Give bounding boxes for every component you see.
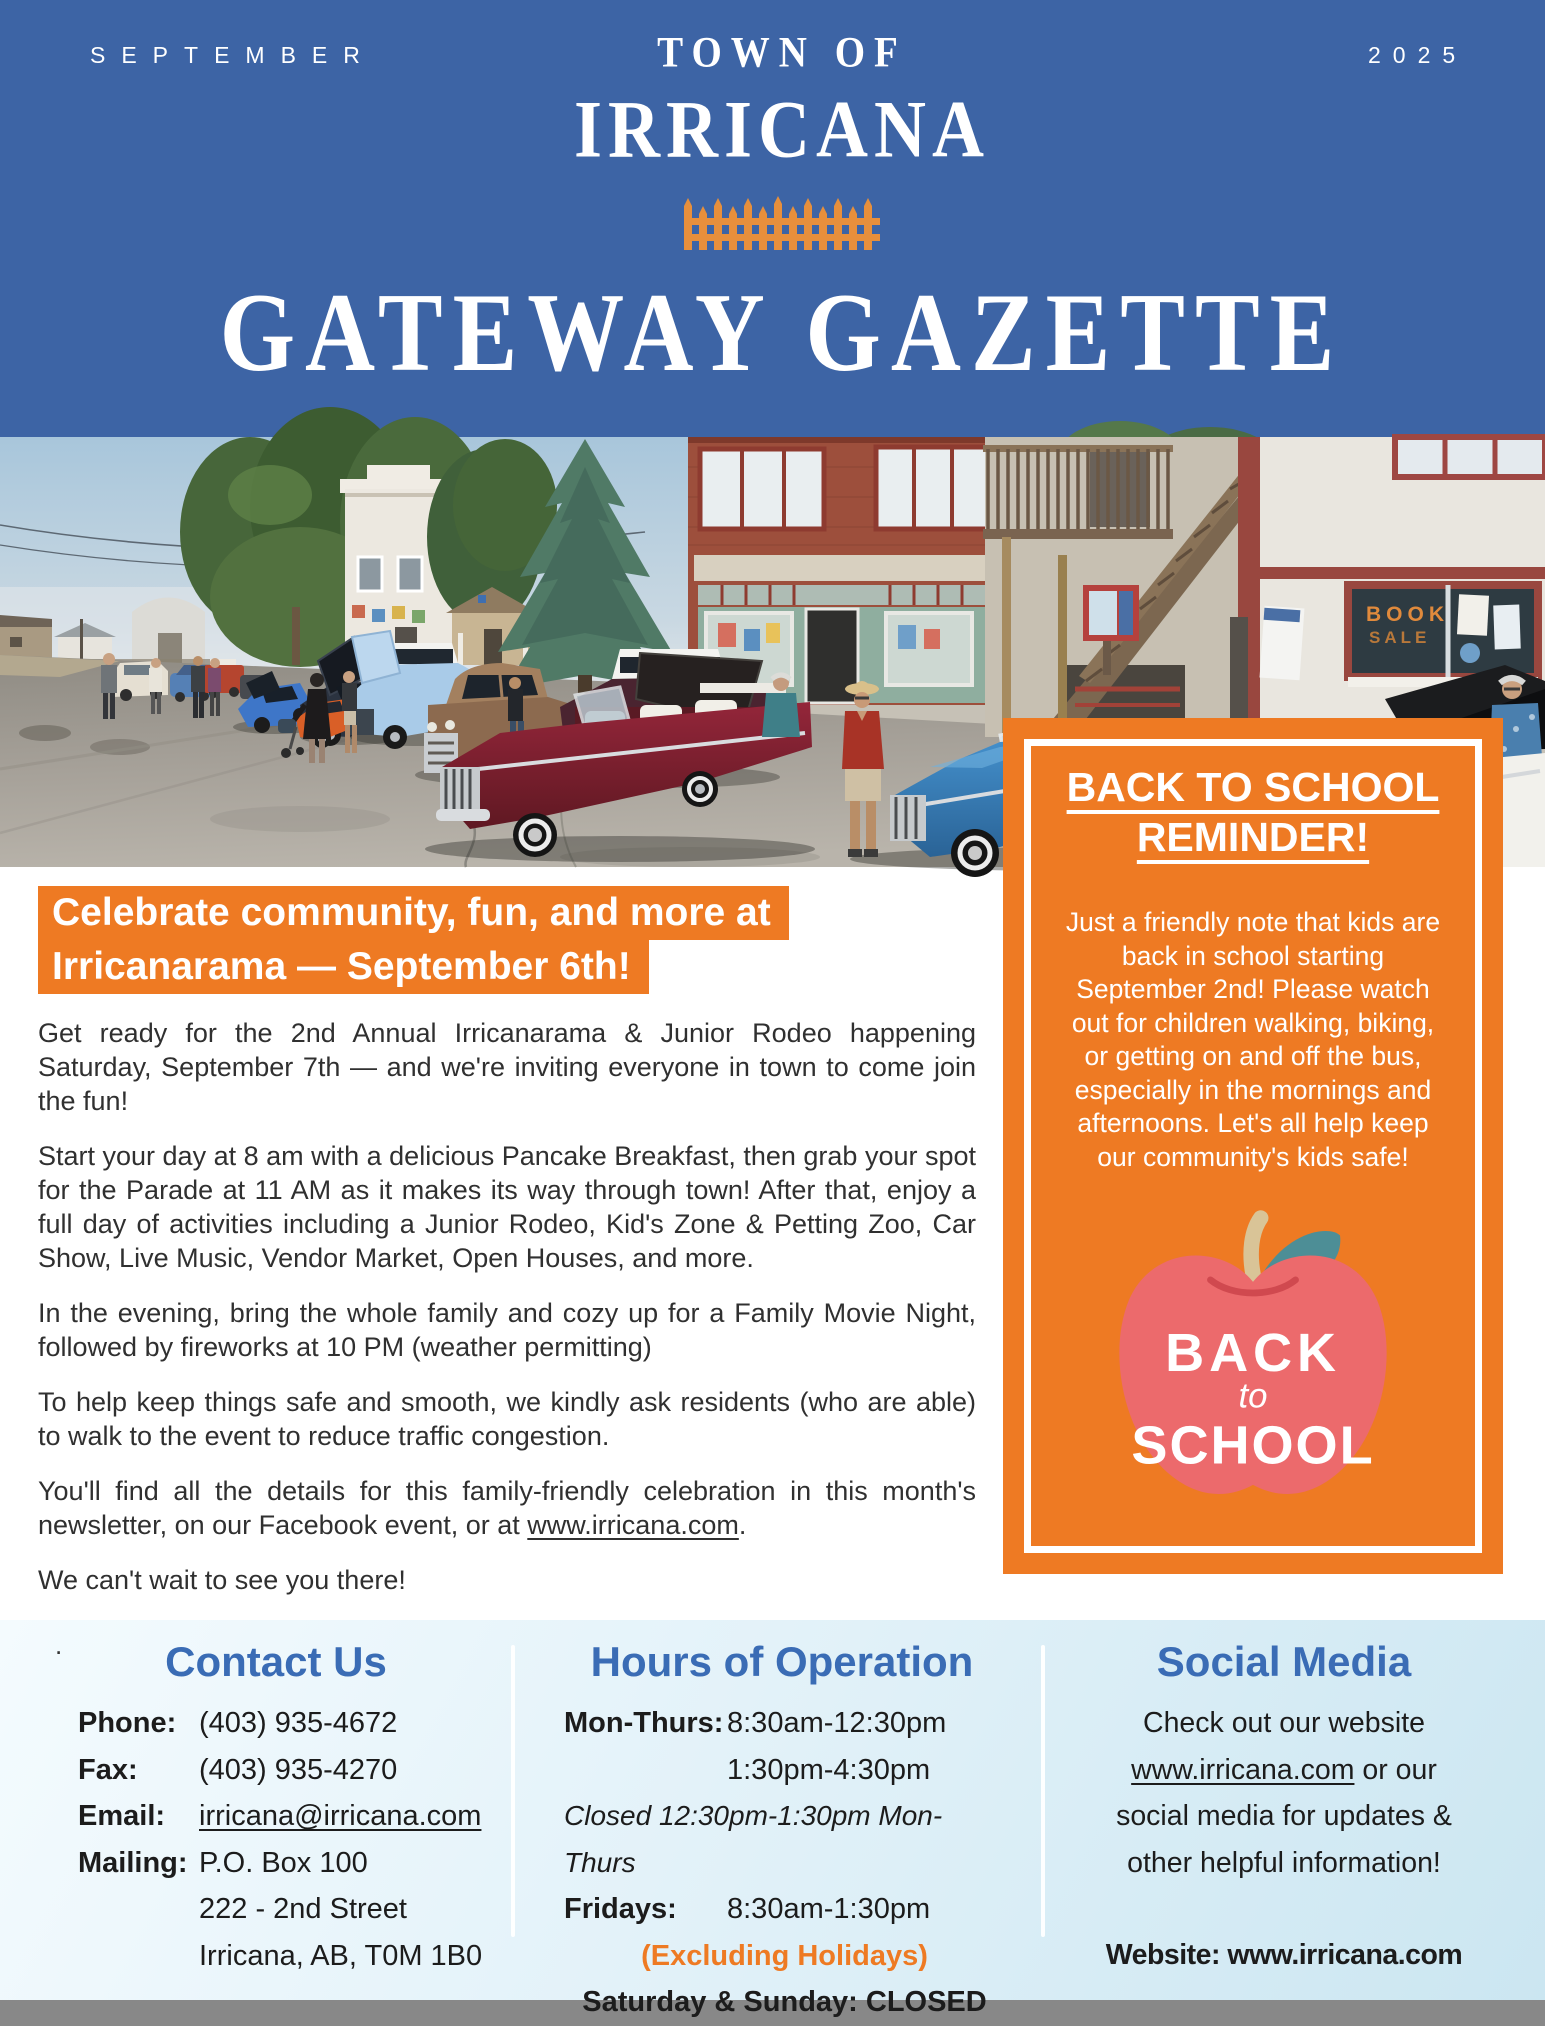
contact-row-phone: Phone: (403) 935-4672	[78, 1707, 398, 1739]
back-to-school-apple-icon	[1031, 1214, 1475, 1519]
paragraph-2: Start your day at 8 am with a delicious Pancake Breakfast, then grab your spot for the Parade at 11 AM as it makes its way through town! After that, enjoy a full day of activities including a Junior Rodeo, Kid's Zone & Petting Zoo, Car Show, Live Music, Vendor Market, Open Houses, and more.	[38, 1141, 976, 1273]
back-to-school-inner	[1024, 739, 1482, 1553]
reminder-title: BACK TO SCHOOL REMINDER!	[1066, 764, 1440, 860]
hours-row-monthurs: Mon-Thurs: 8:30am-12:30pm	[564, 1707, 947, 1739]
apple-text-back: BACK	[1165, 1322, 1341, 1383]
social-media-block	[1064, 1700, 1504, 1979]
social-media-heading: Social Media	[1156, 1638, 1412, 1685]
town-name: IRRICANA	[573, 83, 991, 175]
paragraph-6: We can't wait to see you there!	[38, 1565, 406, 1595]
article-body	[38, 1016, 976, 1597]
social-line-3: social media for updates &	[1116, 1800, 1452, 1832]
paragraph-3: In the evening, bring the whole family and cozy up for a Family Movie Night, followed by fireworks at 10 PM (weather permitting)	[38, 1298, 976, 1362]
footer-divider-2	[1041, 1645, 1045, 1937]
hours-heading: Hours of Operation	[590, 1638, 974, 1685]
paragraph-5: You'll find all the details for this family-friendly celebration in this month's newsletter, on our Facebook event, or at www.irricana.com.	[38, 1476, 976, 1540]
masthead	[0, 0, 1545, 437]
footer	[0, 1620, 1545, 2018]
article-headline	[38, 886, 789, 994]
town-of-label: TOWN OF	[657, 28, 907, 77]
headline-line-2: Irricanarama — September 6th!	[38, 940, 649, 994]
reminder-body: Just a friendly note that kids are back in school starting September 2nd! Please watch out for children walking, biking, or getting on and off the bus, especially in the mornings and afternoons. Let's all help keep our community's kids safe!	[1065, 907, 1441, 1172]
email-link[interactable]: irricana@irricana.com	[199, 1800, 482, 1832]
contact-row-fax: Fax: (403) 935-4270	[78, 1753, 398, 1786]
contact-us-heading: Contact Us	[165, 1638, 387, 1685]
paragraph-1: Get ready for the 2nd Annual Irricanarama & Junior Rodeo happening Saturday, September 7th — and we're inviting everyone in town to come join the fun!	[38, 1018, 976, 1116]
social-website-link[interactable]: www.irricana.com	[1131, 1753, 1355, 1786]
hours-row-fridays: Fridays: 8:30am-1:30pm	[564, 1893, 931, 1925]
apple-text-school: SCHOOL	[1131, 1415, 1375, 1476]
svg-text:SALE: SALE	[1369, 628, 1431, 647]
book-sale-sign: BOOK	[1366, 603, 1449, 626]
apple-text-to: to	[1238, 1376, 1268, 1416]
issue-year: 2025	[1368, 42, 1468, 68]
paragraph-4: To help keep things safe and smooth, we kindly ask residents (who are able) to walk to the event to reduce traffic congestion.	[38, 1387, 976, 1451]
contact-row-mailing: Mailing: P.O. Box 100	[78, 1846, 368, 1879]
contact-list	[78, 1700, 498, 1979]
stray-period: .	[55, 1630, 63, 1660]
hours-closed-note: Closed 12:30pm-1:30pm Mon-Thurs	[564, 1800, 943, 1878]
social-line-4: other helpful information!	[1127, 1846, 1441, 1879]
website-link[interactable]: www.irricana.com	[527, 1510, 739, 1540]
issue-month: SEPTEMBER	[90, 42, 376, 68]
contact-row-street: 222 - 2nd Street	[199, 1893, 407, 1925]
hours-list	[564, 1700, 1005, 2026]
newsletter-title: GATEWAY GAZETTE	[219, 270, 1345, 395]
picket-fence-icon	[684, 196, 880, 257]
contact-row-email: Email: irricana@irricana.com	[78, 1793, 498, 1840]
social-line-2: www.irricana.com or our	[1131, 1753, 1437, 1786]
hours-holidays-note: (Excluding Holidays)	[641, 1939, 928, 1972]
contact-row-city: Irricana, AB, T0M 1B0	[199, 1939, 483, 1972]
headline-line-1: Celebrate community, fun, and more at	[38, 886, 789, 940]
website-label: Website: www.irricana.com	[1105, 1939, 1463, 1971]
back-to-school-box	[1003, 718, 1503, 1574]
social-line-1: Check out our website	[1143, 1707, 1425, 1739]
hours-weekend-note: Saturday & Sunday: CLOSED	[582, 1986, 987, 2018]
hours-row-monthurs-2: 1:30pm-4:30pm	[727, 1753, 931, 1786]
footer-divider-1	[511, 1645, 515, 1937]
